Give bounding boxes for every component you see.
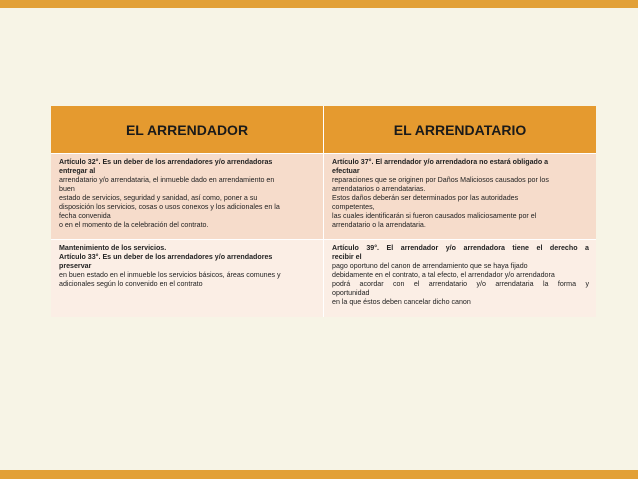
cell-line: oportunidad — [332, 289, 370, 297]
cell-line: Artículo 39°. El arrendador y/o arrendadora tiene el derecho a — [332, 244, 589, 252]
cell-line: entregar al — [59, 167, 96, 175]
cell-line: Artículo 32°. Es un deber de los arrendadores y/o arrendadoras — [59, 158, 273, 166]
cell-line: efectuar — [332, 167, 360, 175]
cell-articulo-39 — [324, 240, 597, 318]
cell-line: recibir el — [332, 253, 362, 261]
cell-articulo-32 — [51, 154, 324, 240]
cell-articulo-33 — [51, 240, 324, 318]
cell-line: Artículo 37°. El arrendador y/o arrendadora no estará obligado a — [332, 158, 549, 166]
cell-line: podrá acordar con el arrendatario y/o arrendataria la forma y — [332, 280, 589, 288]
cell-line: arrendatario y/o arrendataria, el inmueble dado en arrendamiento en — [59, 176, 275, 184]
cell-line: o en el momento de la celebración del contrato. — [59, 221, 209, 229]
cell-line: arrendatarios o arrendatarias. — [332, 185, 426, 193]
cell-line: debidamente en el contrato, a tal efecto, el arrendador y/o arrendadora — [332, 271, 555, 279]
cell-line: adicionales según lo convenido en el contrato — [59, 280, 203, 288]
cell-line: reparaciones que se originen por Daños Maliciosos causados por los — [332, 176, 549, 184]
header-row — [51, 106, 596, 154]
cell-line: competentes, — [332, 203, 375, 211]
cell-line: preservar — [59, 262, 92, 270]
cell-line: Estos daños deberán ser determinados por las autoridades — [332, 194, 519, 202]
table-row — [51, 240, 596, 318]
cell-line: buen — [59, 185, 75, 193]
cell-line: en buen estado en el inmueble los servicios básicos, áreas comunes y — [59, 271, 281, 279]
cell-line: estado de servicios, seguridad y sanidad, así como, poner a su — [59, 194, 258, 202]
cell-line: en la que éstos deben cancelar dicho canon — [332, 298, 471, 306]
bottom-accent-band — [0, 470, 638, 479]
header-arrendador: EL ARRENDADOR — [51, 106, 324, 154]
comparison-table — [51, 106, 596, 317]
table-row — [51, 154, 596, 240]
top-accent-band — [0, 0, 638, 8]
cell-line: disposición los servicios, cosas o usos conexos y los adicionales en la — [59, 203, 280, 211]
header-arrendatario: EL ARRENDATARIO — [324, 106, 597, 154]
cell-line: fecha convenida — [59, 212, 111, 220]
cell-line: arrendatario o la arrendataria. — [332, 221, 426, 229]
cell-line: las cuales identificarán si fueron causados maliciosamente por el — [332, 212, 537, 220]
cell-line: Artículo 33°. Es un deber de los arrendadores y/o arrendadores — [59, 253, 273, 261]
cell-line: pago oportuno del canon de arrendamiento que se haya fijado — [332, 262, 528, 270]
cell-articulo-37 — [324, 154, 597, 240]
cell-line: Mantenimiento de los servicios. — [59, 244, 167, 252]
